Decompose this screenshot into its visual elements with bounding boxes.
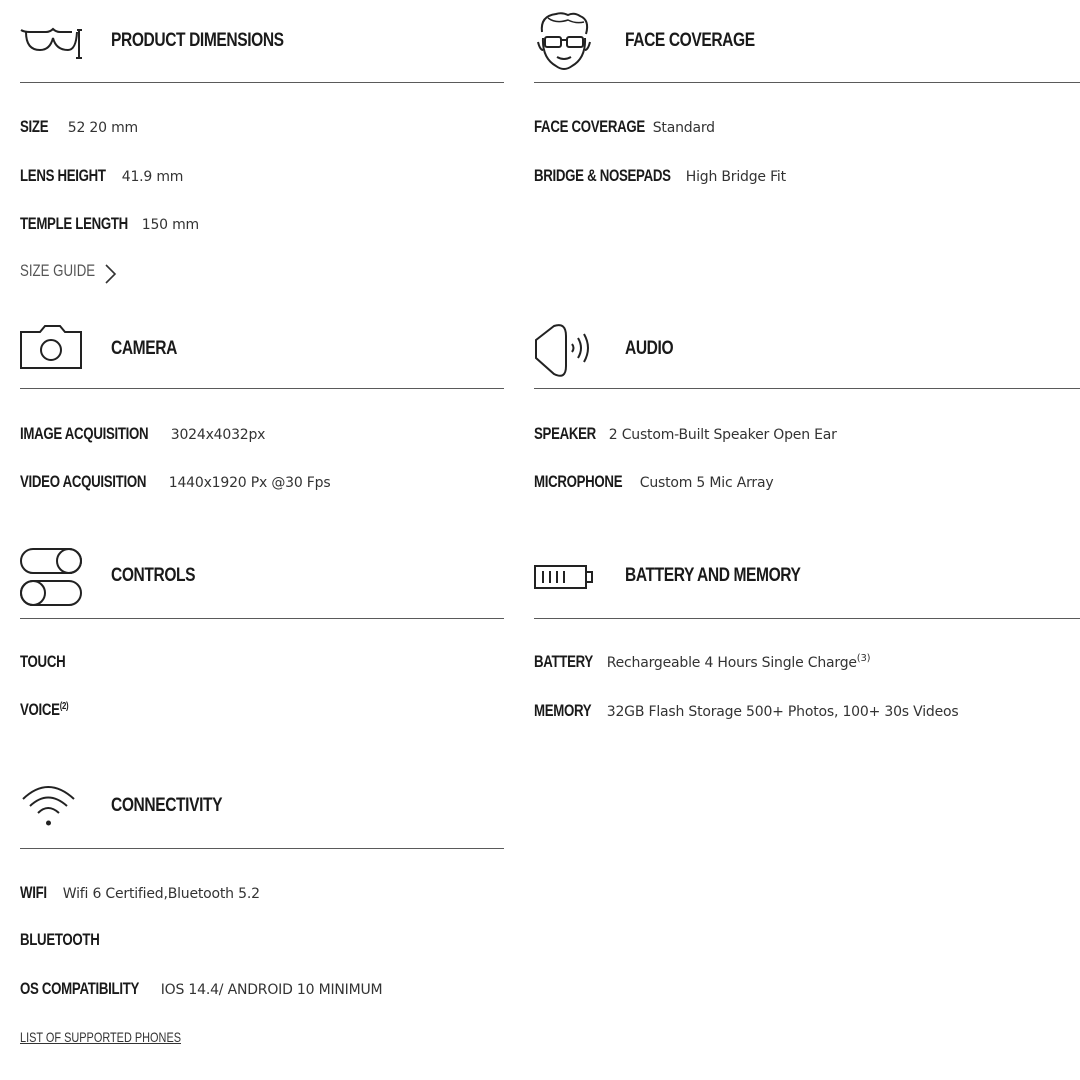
spec-row — [534, 701, 958, 722]
spec-value: 3024x4032px — [170, 427, 266, 443]
spec-value-text: Rechargeable 4 Hours Single Charge — [606, 655, 857, 671]
spec-row — [20, 930, 122, 951]
spec-label-text: VOICE — [20, 700, 60, 719]
supported-phones-link[interactable]: LIST OF SUPPORTED PHONES — [20, 1029, 182, 1045]
section-connectivity — [20, 775, 504, 1065]
spec-value — [607, 655, 871, 671]
spec-label: SIZE — [20, 117, 49, 136]
spec-row — [534, 166, 786, 187]
footnote-marker: (2) — [59, 701, 69, 712]
section-camera — [20, 318, 504, 508]
section-divider — [534, 388, 1080, 389]
spec-value: High Bridge Fit — [685, 169, 786, 185]
section-title: CONTROLS — [111, 565, 196, 586]
spec-value: 52 20 mm — [67, 120, 138, 136]
section-title: CONNECTIVITY — [111, 795, 223, 816]
spec-label: WIFI — [20, 883, 47, 902]
spec-label: FACE COVERAGE — [534, 117, 645, 136]
spec-row — [534, 424, 837, 445]
spec-row — [20, 979, 382, 1000]
camera-icon — [20, 318, 90, 380]
section-title: BATTERY AND MEMORY — [625, 565, 801, 586]
spec-label: BATTERY — [534, 652, 593, 671]
section-divider — [534, 618, 1080, 619]
section-divider — [20, 848, 504, 849]
spec-value: Wifi 6 Certified,Bluetooth 5.2 — [62, 886, 260, 902]
footnote-marker: (3) — [856, 653, 871, 664]
section-controls — [20, 545, 504, 735]
spec-label: SPEAKER — [534, 424, 596, 443]
section-title: AUDIO — [625, 338, 674, 359]
spec-row — [20, 424, 265, 445]
spec-row — [534, 117, 715, 138]
spec-label: MICROPHONE — [534, 472, 623, 491]
spec-row — [20, 166, 183, 187]
spec-label: LENS HEIGHT — [20, 166, 106, 185]
spec-value: 2 Custom-Built Speaker Open Ear — [608, 427, 837, 443]
spec-value: 41.9 mm — [121, 169, 184, 185]
section-audio — [534, 318, 1080, 508]
speaker-icon — [534, 318, 604, 380]
spec-row — [534, 652, 870, 673]
spec-label: TEMPLE LENGTH — [20, 214, 128, 233]
section-title: FACE COVERAGE — [625, 30, 755, 51]
spec-value: 32GB Flash Storage 500+ Photos, 100+ 30s Videos — [606, 704, 959, 720]
spec-label: IMAGE ACQUISITION — [20, 424, 149, 443]
section-face-coverage — [534, 10, 1080, 210]
spec-value: 1440x1920 Px @30 Fps — [168, 475, 331, 491]
spec-row — [20, 117, 138, 138]
battery-icon — [534, 545, 604, 607]
spec-label — [20, 700, 68, 720]
spec-row — [20, 883, 260, 904]
spec-label: BLUETOOTH — [20, 930, 100, 949]
section-divider — [20, 388, 504, 389]
spec-value: Custom 5 Mic Array — [639, 475, 774, 491]
spec-value: IOS 14.4/ ANDROID 10 MINIMUM — [160, 982, 383, 998]
spec-row — [20, 700, 82, 721]
wifi-icon — [20, 775, 90, 837]
spec-label: OS COMPATIBILITY — [20, 979, 140, 998]
spec-label: TOUCH — [20, 652, 66, 671]
face-with-glasses-icon — [534, 10, 604, 72]
glasses-icon — [20, 10, 90, 72]
section-divider — [534, 82, 1080, 83]
section-title: CAMERA — [111, 338, 177, 359]
spec-row — [534, 472, 773, 493]
section-divider — [20, 82, 504, 83]
spec-label: VIDEO ACQUISITION — [20, 472, 147, 491]
section-divider — [20, 618, 504, 619]
spec-label: BRIDGE & NOSEPADS — [534, 166, 671, 185]
spec-row — [20, 214, 199, 235]
chevron-right-icon[interactable] — [104, 263, 118, 285]
section-product-dimensions — [20, 10, 504, 300]
size-guide-link[interactable]: SIZE GUIDE — [20, 261, 96, 280]
spec-row — [20, 652, 78, 673]
spec-value: Standard — [652, 120, 715, 136]
spec-label: MEMORY — [534, 701, 592, 720]
section-title: PRODUCT DIMENSIONS — [111, 30, 284, 51]
spec-row — [20, 472, 330, 493]
spec-value: 150 mm — [141, 217, 199, 233]
section-battery-memory — [534, 545, 1080, 735]
toggle-switches-icon — [20, 545, 90, 607]
